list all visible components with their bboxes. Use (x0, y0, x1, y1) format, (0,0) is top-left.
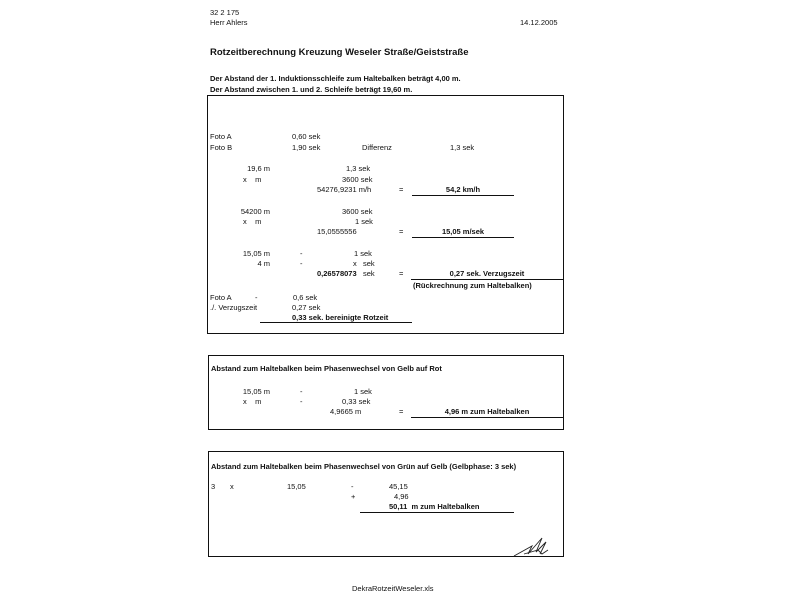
intro-line-1: Der Abstand der 1. Induktionsschleife zum Haltebalken beträgt 4,00 m. (210, 74, 461, 83)
box3-col3: 15,05 (287, 482, 306, 491)
calc2-result: 15,05 m/sek (441, 227, 485, 236)
box3-val1: 45,15 (389, 482, 408, 491)
box2-row2-left: x m (243, 397, 262, 406)
box3-op2: + (351, 492, 356, 501)
calc3-row3-number: 0,26578073 (317, 269, 357, 278)
box2-row1-right: 1 sek (354, 387, 372, 396)
summary-foto-a-dash: - (255, 293, 258, 302)
document-date: 14.12.2005 (520, 18, 558, 27)
calc1-row2-left: x m (243, 175, 262, 184)
box2-result-underline (411, 417, 563, 418)
calc2-row3-right: 15,0555556 (317, 227, 357, 236)
calc3-result-underline (411, 279, 563, 280)
box3-result-underline (360, 512, 514, 513)
calc3-row2-dash: - (300, 259, 303, 268)
box2-heading: Abstand zum Haltebalken beim Phasenwechsel von Gelb auf Rot (211, 364, 442, 373)
calc1-result-underline (412, 195, 514, 196)
calc3-row1-right: 1 sek (354, 249, 372, 258)
calc3-equals: = (399, 269, 404, 278)
calc3-row1-dash: - (300, 249, 303, 258)
box3-result: 50,11 m zum Haltebalken (389, 502, 480, 511)
calc1-row1-left: 19,6 m (247, 164, 270, 173)
summary-foto-a-value: 0,6 sek (293, 293, 318, 302)
document-title: Rotzeitberechnung Kreuzung Weseler Straße/Geiststraße (210, 47, 469, 58)
box3-val2: 4,96 (394, 492, 409, 501)
calc2-equals: = (399, 227, 404, 236)
calc3-row3-unit: sek (363, 269, 375, 278)
calc3-result: 0,27 sek. Verzugszeit (449, 269, 525, 278)
foto-a-label: Foto A (210, 132, 232, 141)
box3-op1: - (351, 482, 354, 491)
calc1-equals: = (399, 185, 404, 194)
foto-b-value: 1,90 sek (292, 143, 321, 152)
calc2-result-underline (412, 237, 514, 238)
calc3-row2-right: x sek (353, 259, 375, 268)
calc1-result: 54,2 km/h (445, 185, 481, 194)
summary-result: 0,33 sek. bereinigte Rotzeit (292, 313, 389, 322)
summary-foto-a-label: Foto A (210, 293, 232, 302)
calc2-row2-right: 1 sek (355, 217, 373, 226)
box2-row2-dash: - (300, 397, 303, 406)
calc1-row1-right: 1,3 sek (346, 164, 371, 173)
calc2-row2-left: x m (243, 217, 262, 226)
box2-row1-dash: - (300, 387, 303, 396)
box2-row2-right: 0,33 sek (342, 397, 371, 406)
intro-line-2: Der Abstand zwischen 1. und 2. Schleife beträgt 19,60 m. (210, 85, 413, 94)
calc3-note: (Rückrechnung zum Haltebalken) (413, 281, 532, 290)
recipient-name: Herr Ahlers (210, 18, 248, 27)
difference-value: 1,3 sek (450, 143, 475, 152)
foto-b-label: Foto B (210, 143, 233, 152)
calc2-row1-left: 54200 m (240, 207, 270, 216)
box2-row3-right: 4,9665 m (330, 407, 362, 416)
box2-equals: = (399, 407, 404, 416)
box2-row1-left: 15,05 m (242, 387, 270, 396)
calc1-row3-right: 54276,9231 m/h (317, 185, 372, 194)
signature-icon (512, 532, 552, 558)
box3-col2: x (230, 482, 234, 491)
calc2-row1-right: 3600 sek (342, 207, 373, 216)
footer-filename: DekraRotzeitWeseler.xls (352, 584, 434, 593)
box3-col1: 3 (211, 482, 216, 491)
calc3-row2-left: 4 m (257, 259, 270, 268)
calc3-row1-left: 15,05 m (242, 249, 270, 258)
difference-label: Differenz (362, 143, 392, 152)
summary-verzugszeit-value: 0,27 sek (292, 303, 321, 312)
summary-result-underline (260, 322, 412, 323)
calc1-row2-right: 3600 sek (342, 175, 373, 184)
foto-a-value: 0,60 sek (292, 132, 321, 141)
reference-number: 32 2 175 (210, 8, 240, 17)
box2-result: 4,96 m zum Haltebalken (444, 407, 530, 416)
summary-verzugszeit-label: ./. Verzugszeit (210, 303, 258, 312)
box3-heading: Abstand zum Haltebalken beim Phasenwechsel von Grün auf Gelb (Gelbphase: 3 sek) (211, 462, 517, 471)
